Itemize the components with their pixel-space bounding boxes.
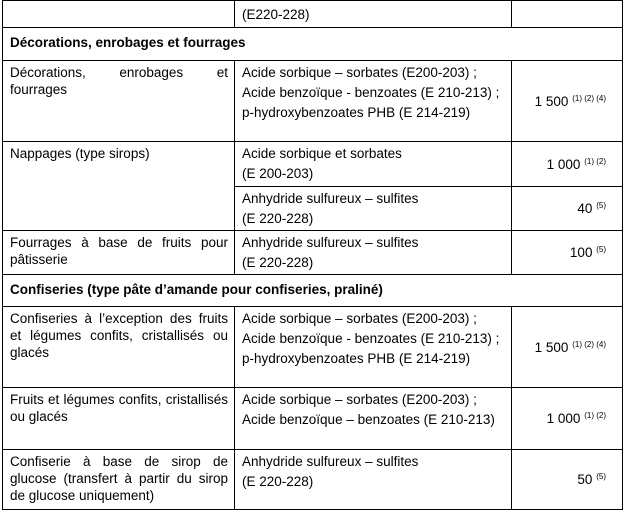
additive-cell [235, 61, 512, 142]
additive-line: p-hydroxybenzoates PHB (E 214-219) [242, 351, 471, 366]
food-category-cell [3, 1, 235, 28]
additive-line: Acide benzoïque - benzoates (E 210-213) ; [242, 331, 500, 346]
additive-cell [235, 231, 512, 275]
max-dose-value: 100 [569, 245, 593, 260]
additive-line: Anhydride sulfureux – sulfites [242, 191, 419, 206]
footnote-refs: (5) [596, 201, 606, 210]
additive-line: Acide sorbique – sorbates (E200-203) ; [242, 65, 477, 80]
footnote-refs: (1) (2) [584, 156, 606, 166]
food-category-cell: Nappages (type sirops) [3, 142, 235, 231]
footnote-refs: (1) (2) (4) [572, 93, 606, 103]
max-dose-value: 40 [577, 201, 593, 216]
additive-line: Anhydride sulfureux – sulfites [242, 235, 419, 250]
max-dose-value: 1 500 [534, 339, 569, 355]
food-category-cell: Fruits et légumes confits, cristallisés ou glacés [3, 388, 235, 450]
additive-line: (E 200-203) [242, 166, 314, 181]
max-dose-value: 50 [577, 472, 593, 487]
additive-cell [235, 388, 512, 450]
section-row [3, 28, 623, 61]
table-row [3, 231, 623, 275]
food-category-cell: Confiserie à base de sirop de glucose (transfert à partir du sirop de glucose uniquement) [3, 450, 235, 510]
footnote-refs: (1) (2) (4) [572, 339, 606, 349]
max-dose-value: 1 500 [534, 93, 569, 109]
additive-cell [235, 142, 512, 187]
additive-line: (E 220-228) [242, 255, 314, 270]
additive-line: (E 220-228) [242, 211, 314, 226]
additive-line: Anhydride sulfureux – sulfites [242, 454, 419, 469]
additive-line: Acide benzoïque - benzoates (E 210-213) ; [242, 85, 500, 100]
footnote-refs: (5) [596, 472, 606, 481]
section-row [3, 275, 623, 307]
additive-cell [235, 450, 512, 510]
footnote-refs: (5) [596, 245, 606, 254]
max-dose-cell [512, 307, 623, 388]
additive-cell [235, 1, 512, 28]
additive-line: Acide sorbique et sorbates [242, 146, 402, 161]
table-row [3, 388, 623, 450]
food-category-cell: Fourrages à base de fruits pour pâtisserie [3, 231, 235, 275]
max-dose-cell [512, 1, 623, 28]
max-dose-cell [512, 231, 623, 275]
additive-line: Acide sorbique – sorbates (E200-203) ; [242, 311, 477, 326]
max-dose-cell [512, 61, 623, 142]
additive-line: p-hydroxybenzoates PHB (E 214-219) [242, 105, 471, 120]
table-row [3, 450, 623, 510]
max-dose-cell [512, 388, 623, 450]
additive-line: Acide benzoïque – benzoates (E 210-213) [242, 412, 495, 427]
additives-table [2, 0, 623, 510]
additive-line: Acide sorbique – sorbates (E200-203) ; [242, 392, 477, 407]
table-row [3, 307, 623, 388]
max-dose-value: 1 000 [546, 156, 581, 172]
table-row [3, 142, 623, 187]
additive-line: (E220-228) [242, 7, 310, 22]
section-heading: Confiseries (type pâte d’amande pour confiseries, praliné) [3, 275, 623, 307]
food-category-cell: Confiseries à l’exception des fruits et légumes confits, cristallisés ou glacés [3, 307, 235, 388]
table-row [3, 1, 623, 28]
max-dose-value: 1 000 [546, 411, 581, 426]
section-heading: Décorations, enrobages et fourrages [3, 28, 623, 61]
max-dose-cell [512, 450, 623, 510]
food-category-cell: Décorations, enrobages et fourrages [3, 61, 235, 142]
additive-cell [235, 307, 512, 388]
additive-line: (E 220-228) [242, 474, 314, 489]
additive-cell [235, 187, 512, 231]
max-dose-cell [512, 142, 623, 187]
footnote-refs: (1) (2) [584, 411, 606, 420]
table-row [3, 61, 623, 142]
max-dose-cell [512, 187, 623, 231]
